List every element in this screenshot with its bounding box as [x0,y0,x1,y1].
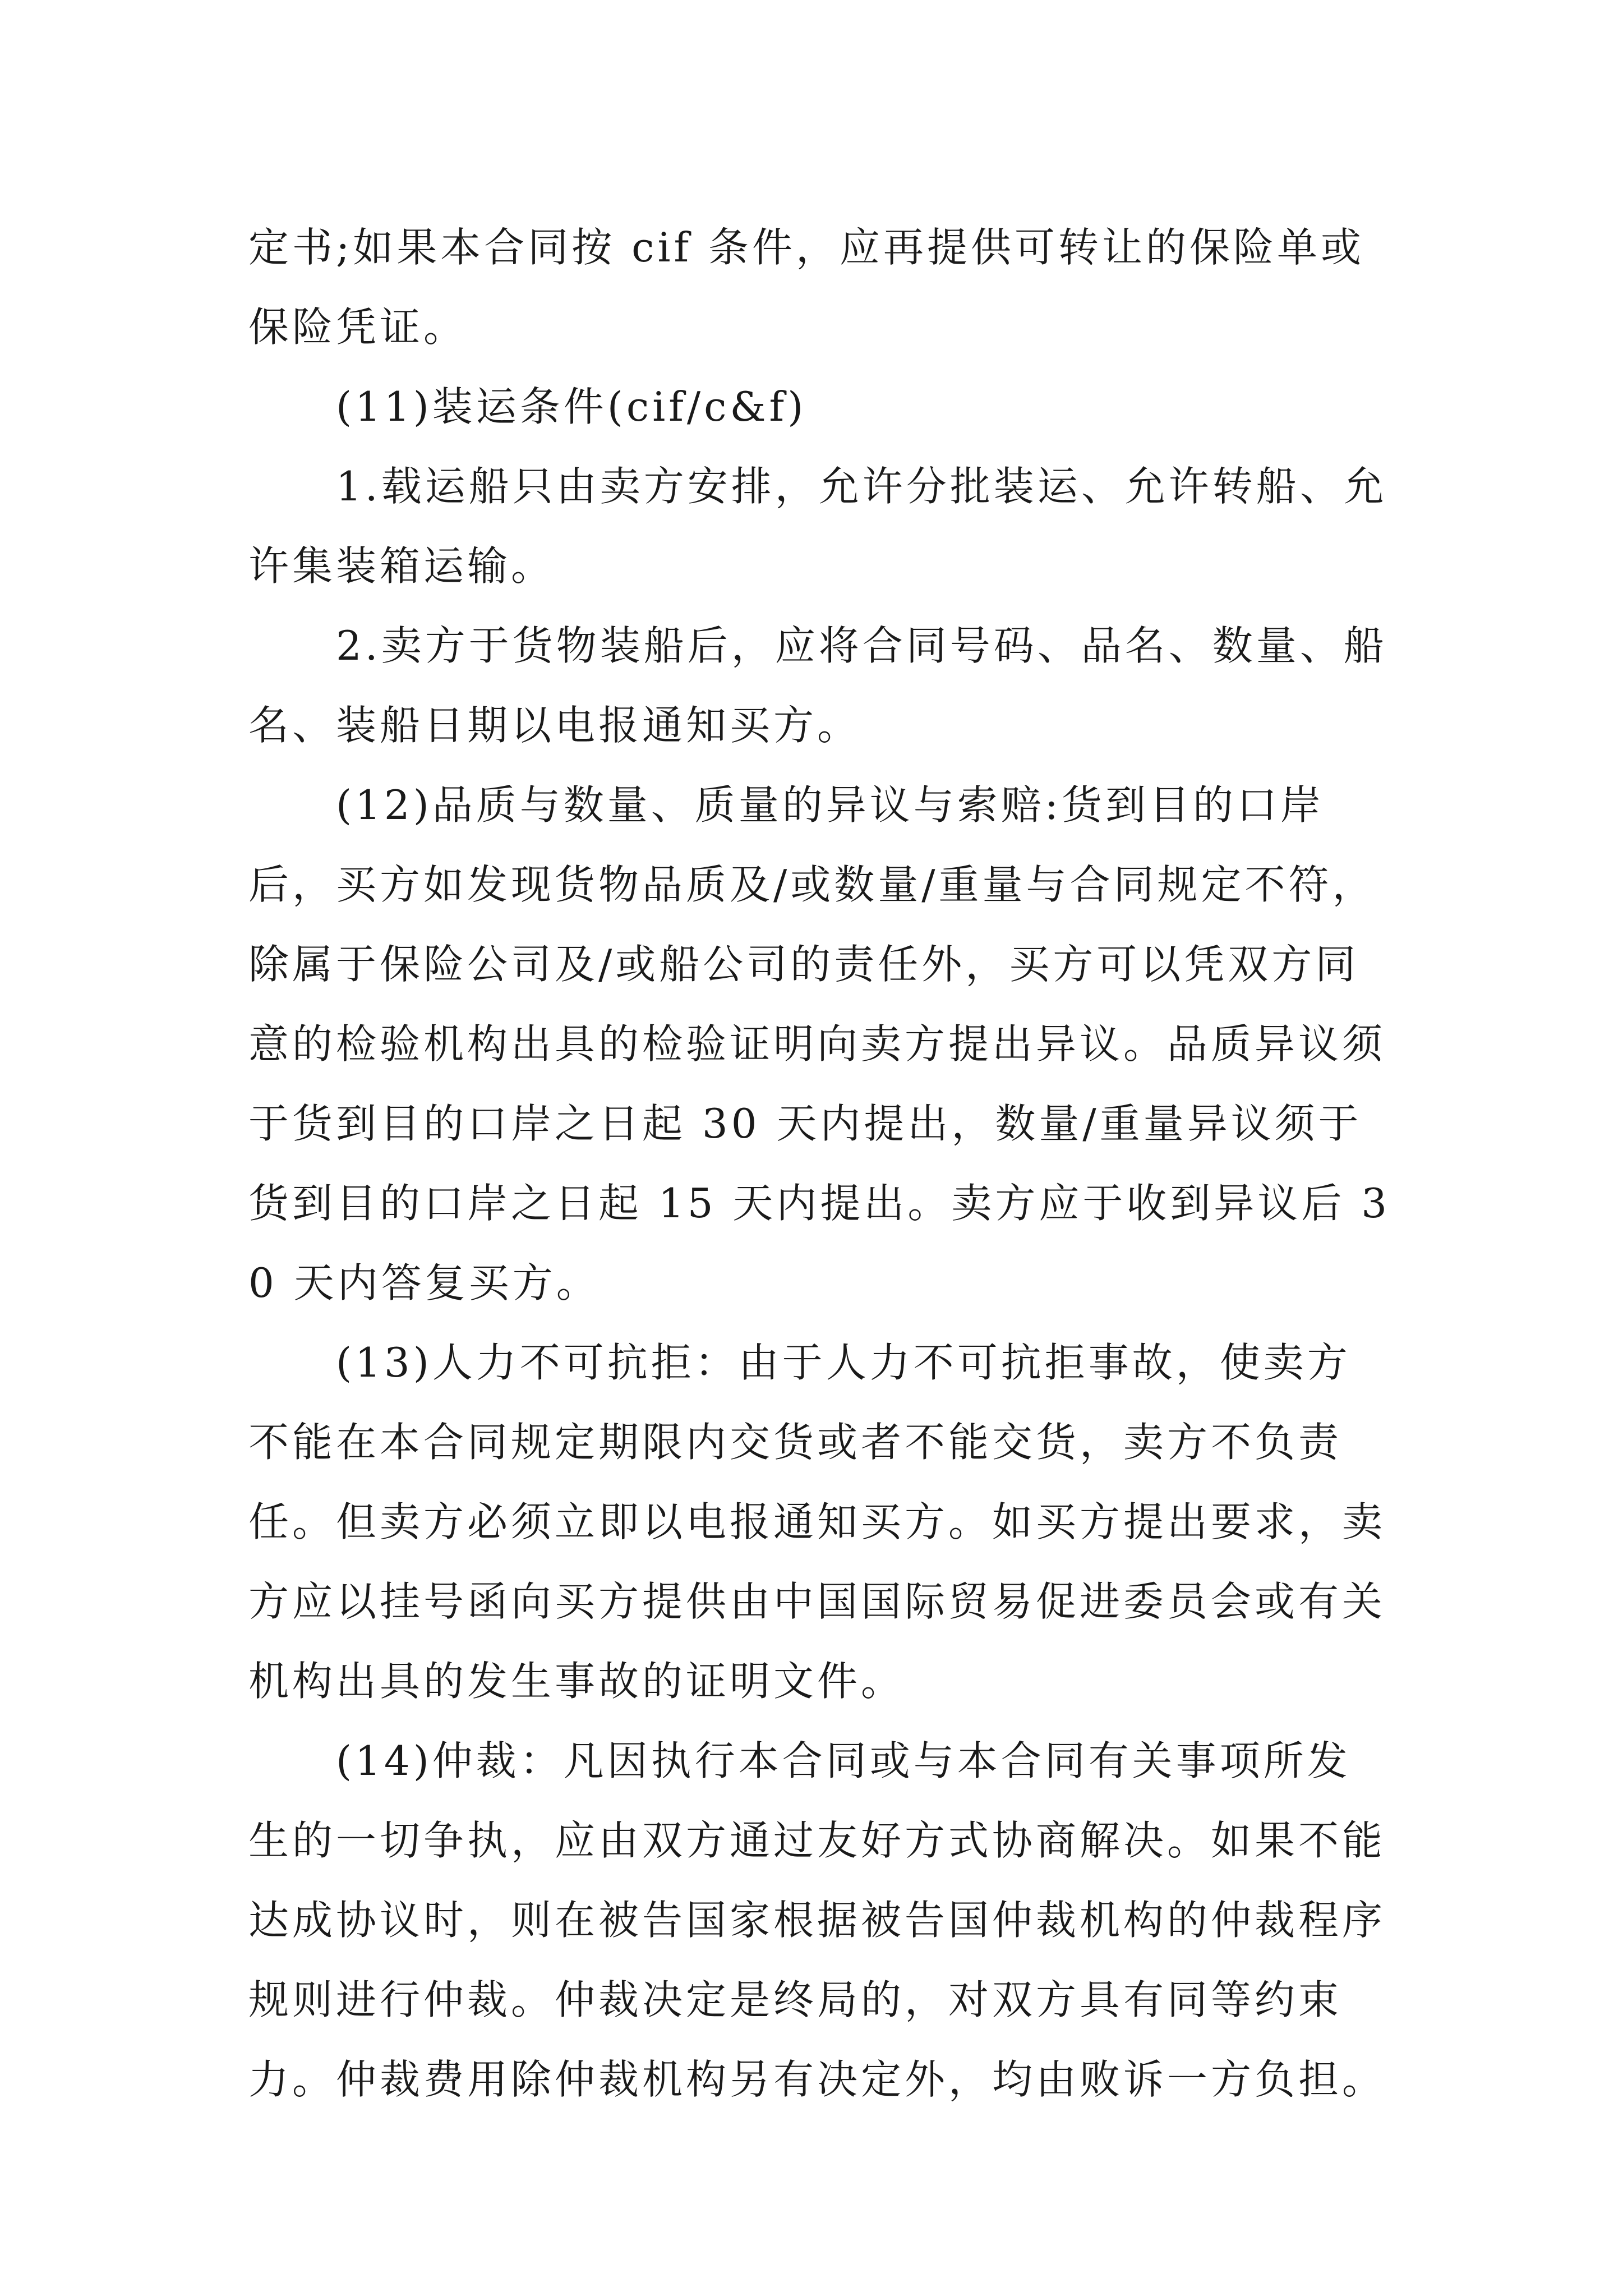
paragraph-shipping-heading: (11)装运条件(cif/c&f) [336,383,807,430]
document-body [248,208,1393,2119]
paragraph-quality-claims: (12)品质与数量、质量的异议与索赔:货到目的口岸后，买方如发现货物品质及/或数量/重量与合同规定不符，除属于保险公司及/或船公司的责任外，买方可以凭双方同意的检验机构出具的检验证明向卖方提出异议。品质异议须于货到目的口岸之日起 30 天内提出，数量/重量异议须于货到目的口岸之日起 15 天内提出。卖方应于收到异议后 30 天内答复买方。 [248,781,1391,1306]
paragraph-shipping-item-2: 2.卖方于货物装船后，应将合同号码、品名、数量、船名、装船日期以电报通知买方。 [248,622,1387,749]
paragraph-continuation: 定书;如果本合同按 cif 条件，应再提供可转让的保险单或保险凭证。 [248,224,1365,351]
paragraph-force-majeure: (13)人力不可抗拒：由于人力不可抗拒事故，使卖方不能在本合同规定期限内交货或者不能交货，卖方不负责任。但卖方必须立即以电报通知买方。如买方提出要求，卖方应以挂号函向买方提供由中国国际贸易促进委员会或有关机构出具的发生事故的证明文件。 [248,1339,1386,1705]
paragraph-shipping-item-1: 1.载运船只由卖方安排，允许分批装运、允许转船、允许集装箱运输。 [248,463,1387,590]
paragraph-arbitration: (14)仲裁：凡因执行本合同或与本合同有关事项所发生的一切争执，应由双方通过友好方式协商解决。如果不能达成协议时，则在被告国家根据被告国仲裁机构的仲裁程序规则进行仲裁。仲裁决定是终局的，对双方具有同等约束力。仲裁费用除仲裁机构另有决定外，均由败诉一方负担。 [248,1737,1386,2103]
